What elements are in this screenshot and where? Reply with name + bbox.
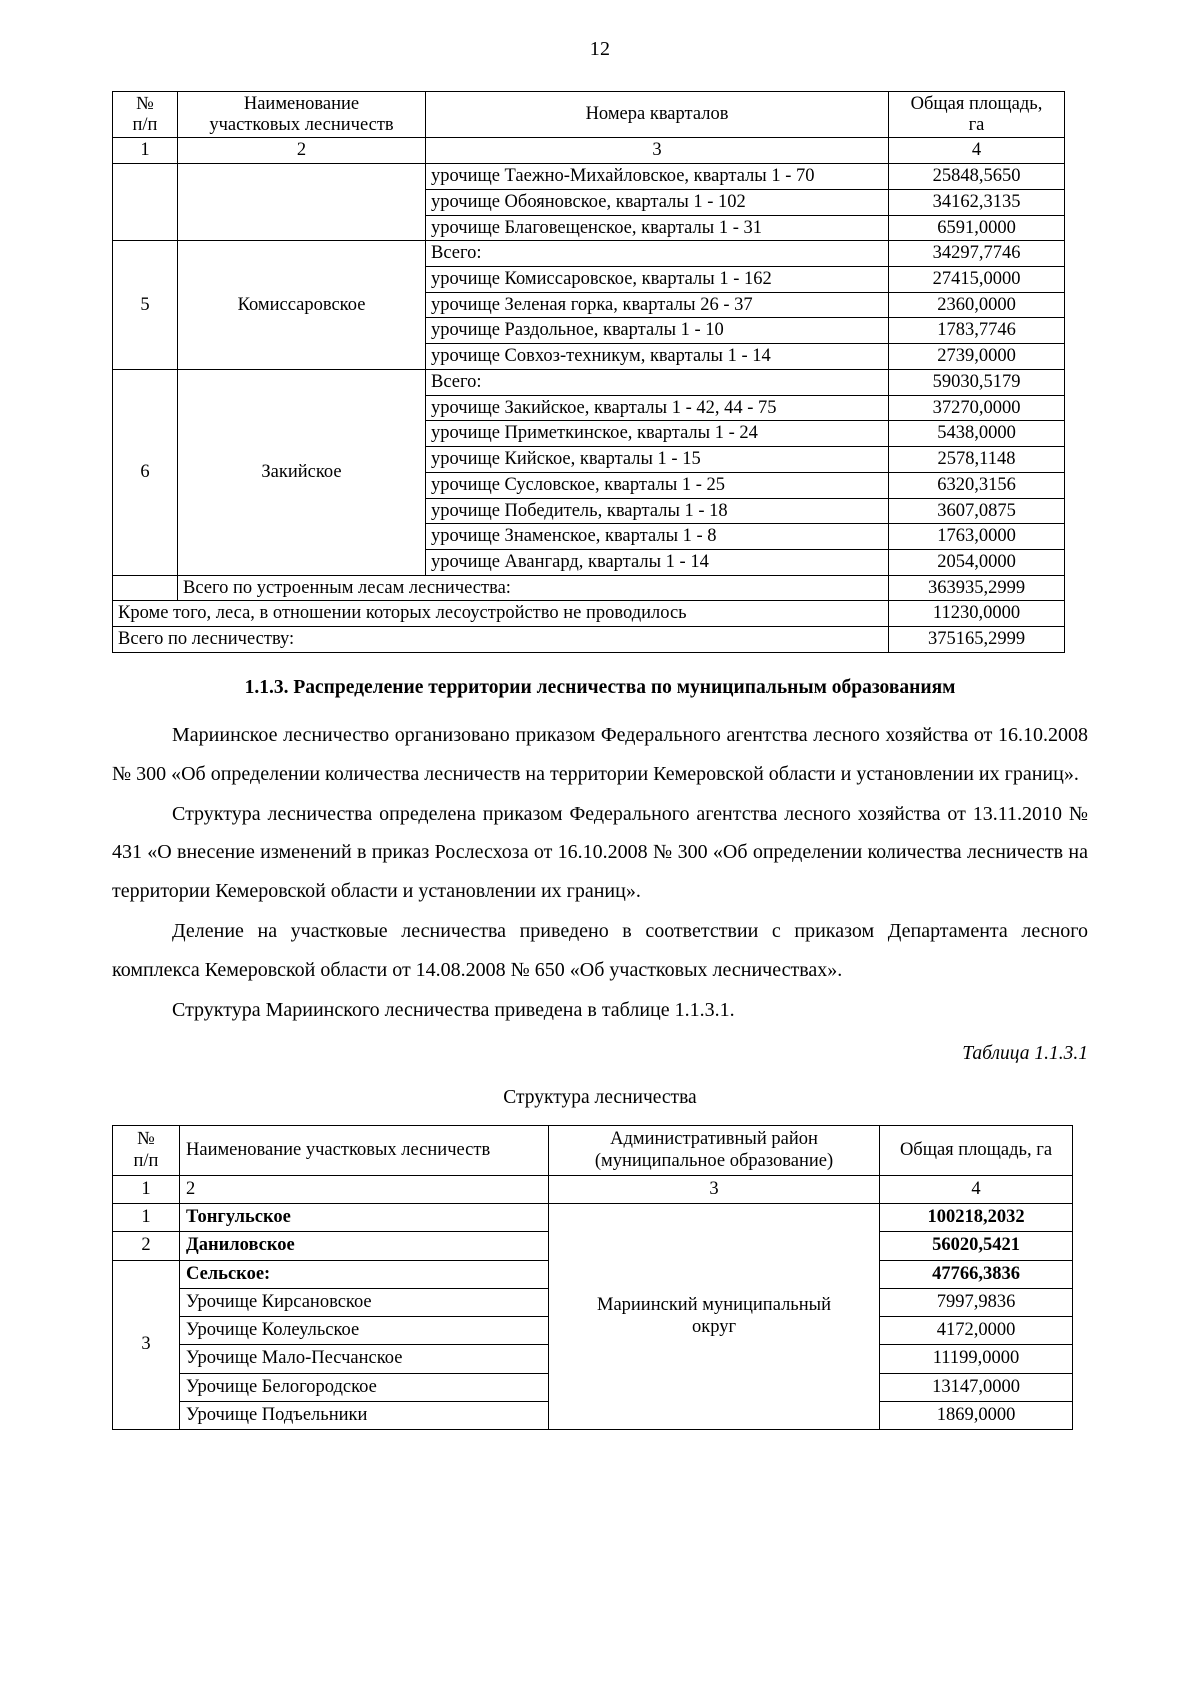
row-area: 1783,7746 bbox=[889, 318, 1065, 344]
table-row bbox=[113, 164, 1065, 190]
row-quarters: Всего: bbox=[426, 241, 889, 267]
forest-structure-table bbox=[112, 1125, 1073, 1430]
row-quarters: урочище Таежно-Михайловское, кварталы 1 - 70 bbox=[426, 164, 889, 190]
district-line2: округ bbox=[691, 1316, 737, 1337]
row-quarters: урочище Зеленая горка, кварталы 26 - 37 bbox=[426, 292, 889, 318]
row-area: 6591,0000 bbox=[889, 215, 1065, 241]
row-area: 1763,0000 bbox=[889, 524, 1065, 550]
row-quarters: урочище Раздольное, кварталы 1 - 10 bbox=[426, 318, 889, 344]
row-area: 2360,0000 bbox=[889, 292, 1065, 318]
header-cell-quarters: Номера кварталов bbox=[426, 92, 889, 138]
header-number-line2: п/п bbox=[133, 1150, 159, 1171]
header-number-line2: п/п bbox=[132, 114, 158, 135]
besides-label: Кроме того, леса, в отношении которых лесоустройство не проводилось bbox=[113, 601, 889, 627]
colnum-1: 1 bbox=[113, 1175, 180, 1203]
table-row bbox=[113, 1204, 1073, 1232]
paragraph-4: Структура Мариинского лесничества приведена в таблице 1.1.3.1. bbox=[172, 998, 735, 1021]
table2-header-row bbox=[113, 1126, 1073, 1176]
header-number-line1: № bbox=[137, 1129, 155, 1150]
row-area: 6320,3156 bbox=[889, 472, 1065, 498]
row-name: Сельское: bbox=[180, 1260, 549, 1288]
header-name-line2: участковых лесничеств bbox=[209, 114, 394, 135]
table-row-total bbox=[113, 241, 1065, 267]
row-name: Урочище Колеульское bbox=[180, 1317, 549, 1345]
row-quarters: урочище Сусловское, кварталы 1 - 25 bbox=[426, 472, 889, 498]
total-arranged-label: Всего по устроенным лесам лесничества: bbox=[178, 575, 889, 601]
row-quarters: урочище Благовещенское, кварталы 1 - 31 bbox=[426, 215, 889, 241]
colnum-1: 1 bbox=[113, 138, 178, 164]
row-quarters: Всего: bbox=[426, 369, 889, 395]
header-cell-number bbox=[113, 1126, 180, 1176]
row-area: 25848,5650 bbox=[889, 164, 1065, 190]
row-quarters: урочище Закийское, кварталы 1 - 42, 44 - 75 bbox=[426, 395, 889, 421]
total-all-label: Всего по лесничеству: bbox=[113, 627, 889, 653]
besides-area: 11230,0000 bbox=[889, 601, 1065, 627]
row-area: 4172,0000 bbox=[880, 1317, 1073, 1345]
header-district-line2: (муниципальное образование) bbox=[594, 1150, 834, 1171]
row-area: 1869,0000 bbox=[880, 1401, 1073, 1429]
table2-caption-title: Структура лесничества bbox=[503, 1087, 697, 1109]
row-quarters: урочище Знаменское, кварталы 1 - 8 bbox=[426, 524, 889, 550]
row-area: 27415,0000 bbox=[889, 267, 1065, 293]
row-district-name: Комиссаровское bbox=[178, 241, 426, 370]
row-district-name: Закийское bbox=[178, 369, 426, 575]
colnum-4: 4 bbox=[880, 1175, 1073, 1203]
row-area: 34162,3135 bbox=[889, 189, 1065, 215]
colnum-3: 3 bbox=[549, 1175, 880, 1203]
header-number-line1: № bbox=[136, 94, 154, 114]
row-quarters: урочище Комиссаровское, кварталы 1 - 162 bbox=[426, 267, 889, 293]
row-quarters: урочище Совхоз-техникум, кварталы 1 - 14 bbox=[426, 344, 889, 370]
row-area: 2054,0000 bbox=[889, 549, 1065, 575]
row-name: Урочище Подъельники bbox=[180, 1401, 549, 1429]
page-number: 12 bbox=[589, 38, 611, 60]
row-number: 1 bbox=[113, 1204, 180, 1232]
row-area: 59030,5179 bbox=[889, 369, 1065, 395]
header-cell-name: Наименование участковых лесничеств bbox=[180, 1126, 549, 1176]
row-area: 2578,1148 bbox=[889, 447, 1065, 473]
row-area: 56020,5421 bbox=[880, 1232, 1073, 1260]
table-row-grandtotal-arranged bbox=[113, 575, 1065, 601]
paragraph-1: Мариинское лесничество организовано приказом Федерального агентства лесного хозяйства от 16.10.2008 № 300 «Об определении количества лесничеств на территории Кемеровской области и установлении их границ». bbox=[112, 724, 1088, 785]
colnum-2: 2 bbox=[180, 1175, 549, 1203]
header-cell-district bbox=[549, 1126, 880, 1176]
row-district bbox=[549, 1204, 880, 1430]
row-quarters: урочище Кийское, кварталы 1 - 15 bbox=[426, 447, 889, 473]
row-area: 2739,0000 bbox=[889, 344, 1065, 370]
district-line1: Мариинский муниципальный bbox=[597, 1295, 831, 1316]
forest-districts-table bbox=[112, 91, 1065, 653]
row-name: Урочище Мало-Песчанское bbox=[180, 1345, 549, 1373]
table-colnum-row bbox=[113, 138, 1065, 164]
table-row-besides bbox=[113, 601, 1065, 627]
row-area: 100218,2032 bbox=[880, 1204, 1073, 1232]
table-header-row bbox=[113, 92, 1065, 138]
header-district-line1: Административный район bbox=[610, 1129, 818, 1150]
row-area: 34297,7746 bbox=[889, 241, 1065, 267]
row-area: 37270,0000 bbox=[889, 395, 1065, 421]
header-cell-number bbox=[113, 92, 178, 138]
colnum-2: 2 bbox=[178, 138, 426, 164]
row-number-blank bbox=[113, 164, 178, 241]
row-number: 3 bbox=[113, 1260, 180, 1430]
header-cell-area: Общая площадь, га bbox=[880, 1126, 1073, 1176]
row-name: Тонгульское bbox=[180, 1204, 549, 1232]
header-cell-name bbox=[178, 92, 426, 138]
table-row-grandtotal bbox=[113, 627, 1065, 653]
header-cell-area bbox=[889, 92, 1065, 138]
header-area-line2: га bbox=[968, 114, 985, 135]
row-area: 13147,0000 bbox=[880, 1373, 1073, 1401]
paragraph-2: Структура лесничества определена приказом Федерального агентства лесного хозяйства от 13.11.2010 № 431 «О внесение изменений в приказ Рослесхоза от 16.10.2008 № 300 «Об определении количества лесничеств на территории Кемеровской области и установлении их границ». bbox=[112, 802, 1088, 902]
header-area-line1: Общая площадь, bbox=[910, 94, 1043, 114]
row-number: 2 bbox=[113, 1232, 180, 1260]
row-area: 3607,0875 bbox=[889, 498, 1065, 524]
row-quarters: урочище Победитель, кварталы 1 - 18 bbox=[426, 498, 889, 524]
total-arranged-numblank bbox=[113, 575, 178, 601]
row-name: Урочище Кирсановское bbox=[180, 1288, 549, 1316]
colnum-3: 3 bbox=[426, 138, 889, 164]
row-number: 6 bbox=[113, 369, 178, 575]
row-name: Даниловское bbox=[180, 1232, 549, 1260]
paragraph-3: Деление на участковые лесничества приведено в соответствии с приказом Департамента лесного комплекса Кемеровской области от 14.08.2008 № 650 «Об участковых лесничествах». bbox=[112, 920, 1088, 981]
section-title: 1.1.3. Распределение территории лесничества по муниципальным образованиям bbox=[244, 676, 956, 698]
total-all-area: 375165,2999 bbox=[889, 627, 1065, 653]
table2-colnum-row bbox=[113, 1175, 1073, 1203]
row-area: 47766,3836 bbox=[880, 1260, 1073, 1288]
row-area: 7997,9836 bbox=[880, 1288, 1073, 1316]
row-area: 11199,0000 bbox=[880, 1345, 1073, 1373]
row-area: 5438,0000 bbox=[889, 421, 1065, 447]
table2-caption-number: Таблица 1.1.3.1 bbox=[962, 1043, 1088, 1065]
row-quarters: урочище Авангард, кварталы 1 - 14 bbox=[426, 549, 889, 575]
header-name-line1: Наименование bbox=[243, 94, 360, 114]
row-name-blank bbox=[178, 164, 426, 241]
row-name: Урочище Белогородское bbox=[180, 1373, 549, 1401]
row-quarters: урочище Приметкинское, кварталы 1 - 24 bbox=[426, 421, 889, 447]
total-arranged-area: 363935,2999 bbox=[889, 575, 1065, 601]
table-row-total bbox=[113, 369, 1065, 395]
row-number: 5 bbox=[113, 241, 178, 370]
row-quarters: урочище Обояновское, кварталы 1 - 102 bbox=[426, 189, 889, 215]
colnum-4: 4 bbox=[889, 138, 1065, 164]
